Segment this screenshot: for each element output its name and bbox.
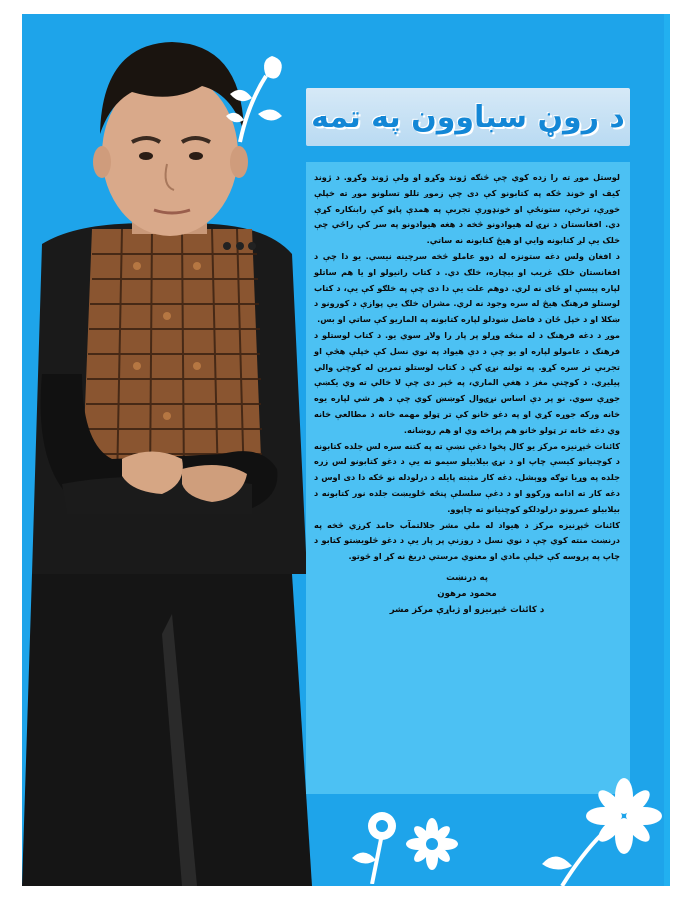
signoff-title: د کائنات څېړنیزو او ژباړې مرکز مشر (389, 604, 545, 615)
signoff-name: محمود مرهون (437, 588, 497, 599)
paragraph-3: موږ د دغه فرهنګ د له منځه وړلو پر پار را ولاړ سوي یو. د کتاب لوستلو د فرهنګ د عامولو لپاره او یو چې د دې هیواد په نوي نسل کې خپلې هڅې او تجربې تر سره کړو. په تولنه نړۍ کې د کتاب لوستلو تمرین له کوچنۍ والي پیلیږي. د کوچنې مغز د هغې الماري، په څېر دی چې لا خالي ته وي یکښې جوړې سوي. نو پر دې اساس نړۍوال کوښښ کوي چې د هر شي لپاره یوه خانه ورکه جوړه کړي او په دغو خانو کې تر ټولو مهمه خانه د مطالعې خانه وي دغه خانه تر ټولو خانو هم پراخه وي او هم روښانه. (314, 329, 620, 435)
letter-text-box (306, 162, 630, 794)
flower-decoration-bottom-right (542, 774, 670, 886)
paragraph-2: د افغان ولس دغه ستونزه له دوو عاملو څخه سرچینه نیسي. یو دا چې د افغانستان خلک غریب او بیچاره، خلګ دي. د کتاب رانیولو او یا هم ساتلو لپاره پیسې او ځای نه لري. دوهم علت یې دا دی چې په خلګو کې یې، د کتاب لوستلو فرهنګ هیڅ له سره وجود نه لري. مشران خلګ یې پوازې د کورونو د ښکلا او د خپل ځان د فاضل ښودلو لپاره کتابونه په الماریو کې ساتي او بس. (314, 250, 620, 325)
paragraph-4: کائنات څېړنیزه مرکز یو کال پخوا دغې نښې ته په کتنه سره لس جلده کتابونه د کوچنیانو کیسې چاپ او د نړۍ بیلابیلو سیمو ته یې د دغو کتابونو لس زره جلده په وړیا توګه ووېشل. دغه کار مثبته پایله د درلودله نو څکه دا دی اوس د دغه کار ته ادامه ورکوو او د دغې سلسلې پنځه څلویښت جلده نور کتابونه د بیلابیلو عمرونو درلودلکو کوچنیانو ته چاپوو. (314, 440, 620, 514)
paragraph-5: کائنات څېړنیزه مرکز د هیواد له ملي مشر جلالتمآب حامد کرزي څخه په درنښت منته کوي چې د نوي نسل د روزنې پر پار یې د دغو څلویښتو کتابو د چاپ په پروسه کې خپلې مادي او معنوي مرستي دریغ نه کړ او څوتو. (314, 519, 620, 562)
flower-decoration-top (220, 54, 292, 144)
paragraph-1: لوستل موږ ته را زده کوي چې څنګه ژوند وکړو او ولې ژوند وکړو. د ژوند کیف او خوند څکه په کتابونو کې دی چې زموږ تللو تسلونو موږ ته خپلې خوږې، ترخې، ستونځې او خونډورې تجربې په همدې پاڼو کې رابنکاره کړې دي. افغانستان د نړۍ له هیوادونو څخه د هغه هیوادونو په سر کې راځي چې خلک یې لږ کتابونه وایي او هیڅ کتابونه نه ساتي. (314, 172, 620, 246)
boy-photo (22, 14, 312, 886)
title-banner (306, 88, 630, 146)
flower-decoration-bottom-left (352, 804, 462, 884)
signature-block (314, 571, 620, 618)
page-title: د روڼ سباوون په تمه (311, 99, 625, 135)
signoff-salutation: په درنښت (446, 572, 488, 583)
poster-page (22, 14, 670, 886)
